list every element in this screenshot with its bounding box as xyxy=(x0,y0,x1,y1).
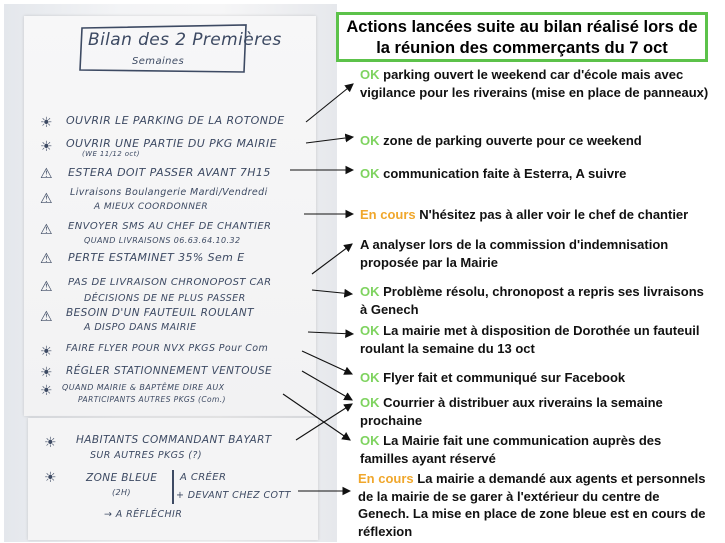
page-title: Actions lancées suite au bilan réalisé lors de la réunion des commerçants du 7 oct xyxy=(336,12,708,62)
arrow xyxy=(283,394,350,440)
status-badge: En cours xyxy=(360,207,416,222)
action-text: Flyer fait et communiqué sur Facebook xyxy=(383,370,626,385)
paper-item: QUAND LIVRAISONS 06.63.64.10.32 xyxy=(84,236,241,245)
paper-item: HABITANTS COMMANDANT BAYART xyxy=(76,434,272,446)
arrow xyxy=(306,84,353,122)
paper-item: ESTERA DOIT PASSER AVANT 7H15 xyxy=(68,166,271,179)
arrow xyxy=(302,351,352,374)
paper-item: A DISPO DANS MAIRIE xyxy=(84,322,197,333)
paper-item: ENVOYER SMS AU CHEF DE CHANTIER xyxy=(68,221,272,232)
status-badge: OK xyxy=(360,370,380,385)
action-text: communication faite à Esterra, A suivre xyxy=(383,166,627,181)
arrow xyxy=(296,404,352,440)
paper-item: → A RÉFLÉCHIR xyxy=(104,509,183,520)
action-text: La Mairie fait une communication auprès des familles ayant réservé xyxy=(360,433,662,466)
action-text: Problème résolu, chronopost a repris ses livraisons à Genech xyxy=(360,284,704,317)
paper-item: PARTICIPANTS AUTRES PKGS (Com.) xyxy=(78,395,226,404)
status-badge: OK xyxy=(360,67,380,82)
warning-icon: ⚠ xyxy=(40,166,53,182)
arrow xyxy=(302,371,352,400)
lightbulb-icon: ☀ xyxy=(40,139,53,155)
paper-item: DÉCISIONS DE NE PLUS PASSER xyxy=(84,293,246,304)
warning-icon: ⚠ xyxy=(40,309,53,325)
lightbulb-icon: ☀ xyxy=(44,470,57,486)
action-text: zone de parking ouverte pour ce weekend xyxy=(383,133,642,148)
paper-item: RÉGLER STATIONNEMENT VENTOUSE xyxy=(66,365,273,377)
lightbulb-icon: ☀ xyxy=(40,115,53,131)
paper-item: SUR AUTRES PKGS (?) xyxy=(90,450,202,461)
lightbulb-icon: ☀ xyxy=(40,383,53,399)
action-text: A analyser lors de la commission d'indemnisation proposée par la Mairie xyxy=(360,237,669,270)
status-badge: OK xyxy=(360,166,380,181)
lightbulb-icon: ☀ xyxy=(40,365,53,381)
paper-item: + DEVANT CHEZ COTT xyxy=(176,490,291,501)
action-text: N'hésitez pas à aller voir le chef de chantier xyxy=(419,207,689,222)
paper-subheading: Semaines xyxy=(132,56,185,67)
paper-item: A CRÉER xyxy=(180,472,227,483)
paper-item: A MIEUX COORDONNER xyxy=(94,202,209,212)
paper-item: PERTE ESTAMINET 35% Sem E xyxy=(68,251,245,264)
paper-heading: Bilan des 2 Premières xyxy=(88,30,282,50)
status-badge: OK xyxy=(360,133,380,148)
status-badge: OK xyxy=(360,395,380,410)
paper-item-note: (WE 11/12 oct) xyxy=(82,150,140,158)
paper-item: OUVRIR UNE PARTIE DU PKG MAIRIE xyxy=(66,137,278,150)
paper-item: PAS DE LIVRAISON CHRONOPOST CAR xyxy=(68,277,272,288)
status-badge: OK xyxy=(360,433,380,448)
arrow xyxy=(312,244,352,274)
lightbulb-icon: ☀ xyxy=(44,435,57,451)
arrow xyxy=(306,137,353,143)
paper-item: OUVRIR LE PARKING DE LA ROTONDE xyxy=(66,114,285,127)
action-text: La mairie a demandé aux agents et personnels de la mairie de se garer à l'extérieur du centre de Genech. La mise en place de zone bleue est en cours de réflexion xyxy=(358,471,706,539)
paper-item: Livraisons Boulangerie Mardi/Vendredi xyxy=(70,187,268,198)
paper-item: ZONE BLEUE xyxy=(86,472,158,484)
lightbulb-icon: ☀ xyxy=(40,344,53,360)
warning-icon: ⚠ xyxy=(40,191,53,207)
action-text: parking ouvert le weekend car d'école mais avec vigilance pour les riverains (mise en place de panneaux) xyxy=(360,67,709,100)
warning-icon: ⚠ xyxy=(40,279,53,295)
warning-icon: ⚠ xyxy=(40,222,53,238)
warning-icon: ⚠ xyxy=(40,251,53,267)
paper-item-note: (2H) xyxy=(112,488,131,497)
arrow xyxy=(308,332,353,334)
action-text: La mairie met à disposition de Dorothée un fauteuil roulant la semaine du 13 oct xyxy=(360,323,700,356)
status-badge: En cours xyxy=(358,471,414,486)
paper-item: BESOIN D'UN FAUTEUIL ROULANT xyxy=(66,307,254,319)
action-text: Courrier à distribuer aux riverains la semaine prochaine xyxy=(360,395,663,428)
status-badge: OK xyxy=(360,323,380,338)
paper-item: QUAND MAIRIE & BAPTÊME DIRE AUX xyxy=(62,383,225,392)
status-badge: OK xyxy=(360,284,380,299)
arrow xyxy=(312,290,352,294)
paper-item: FAIRE FLYER POUR NVX PKGS Pour Com xyxy=(66,343,269,354)
